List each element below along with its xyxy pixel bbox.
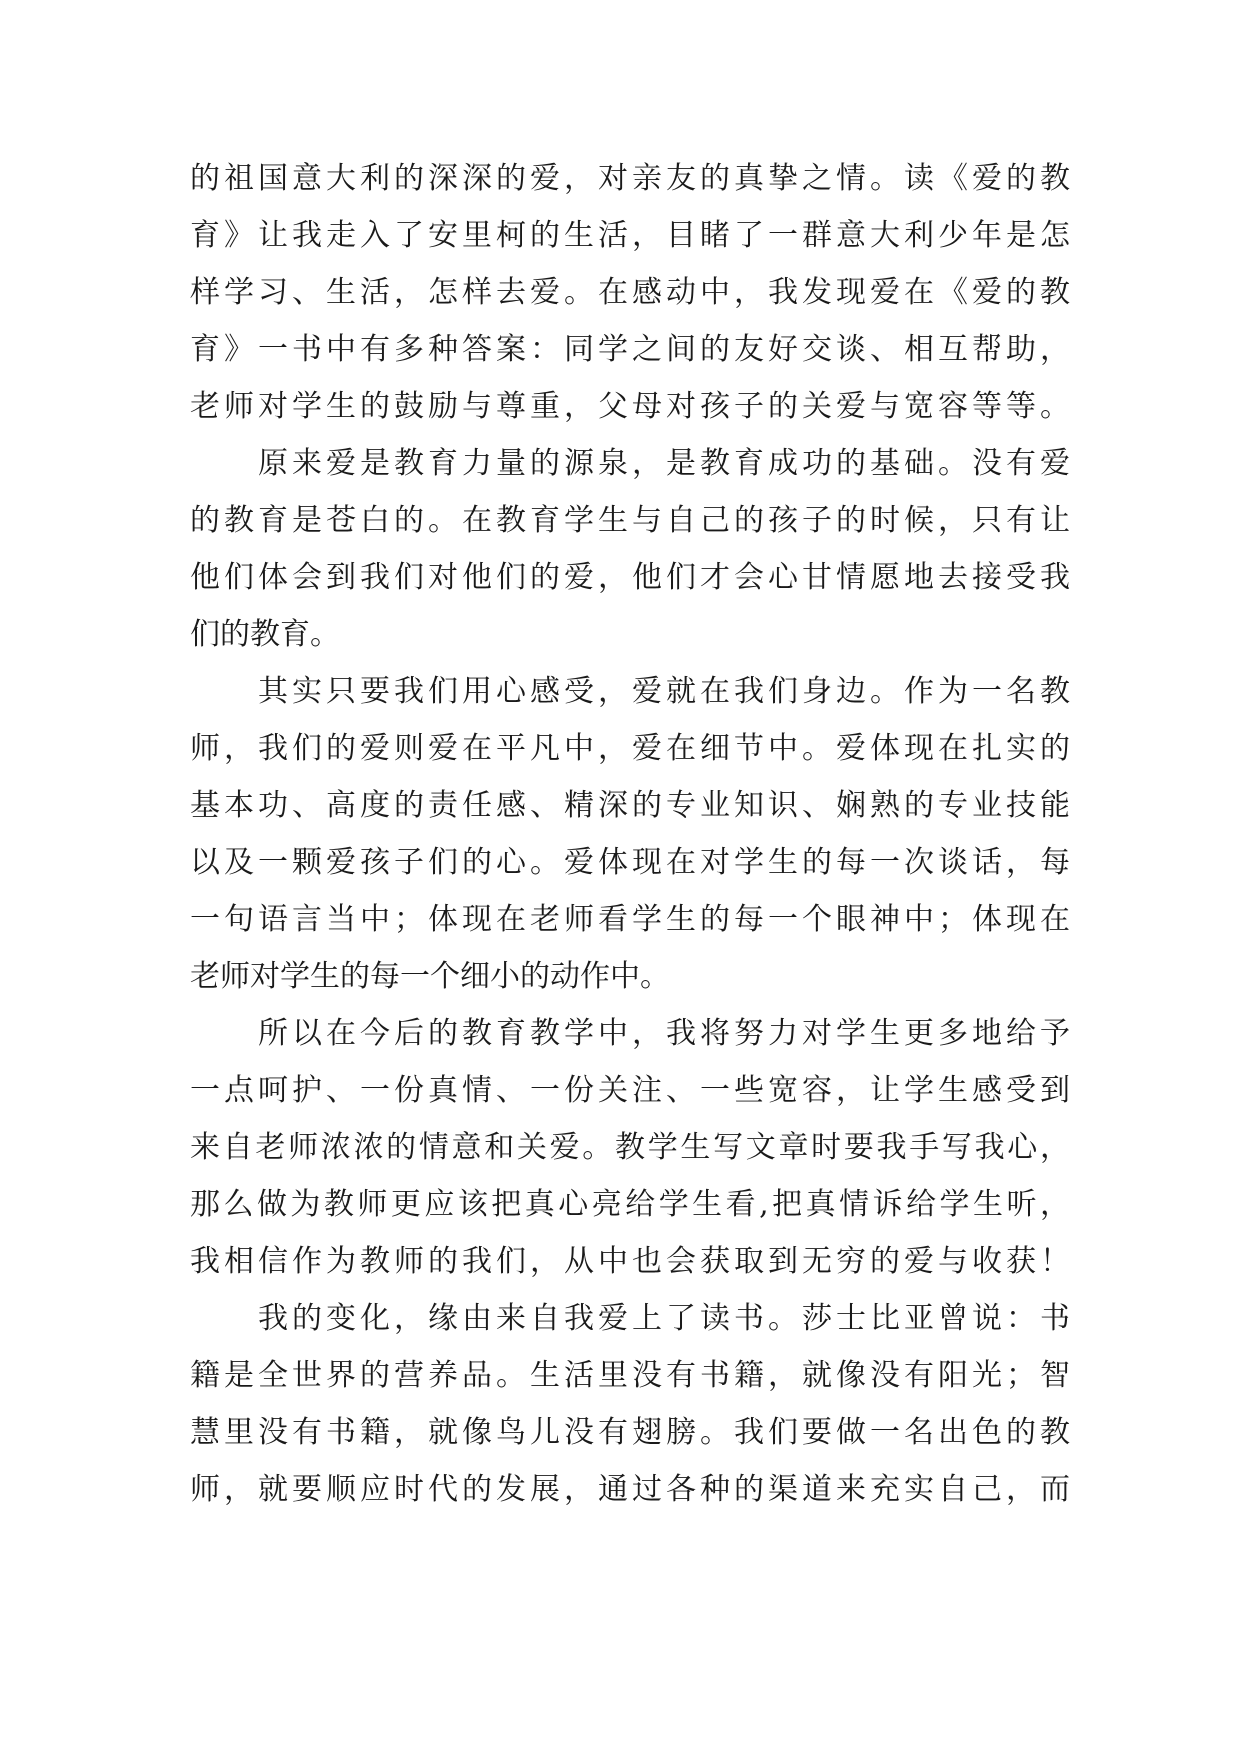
text-line: 以及一颗爱孩子们的心。爱体现在对学生的每一次谈话，每: [190, 845, 1070, 880]
text-line: 育》一书中有多种答案：同学之间的友好交谈、相互帮助，: [190, 332, 1070, 367]
text-line: 慧里没有书籍，就像鸟儿没有翅膀。我们要做一名出色的教: [190, 1415, 1070, 1450]
text-line: 样学习、生活，怎样去爱。在感动中，我发现爱在《爱的教: [190, 275, 1070, 310]
paragraph-2: [190, 435, 1070, 663]
text-line: 的祖国意大利的深深的爱，对亲友的真挚之情。读《爱的教: [190, 161, 1070, 196]
text-line: 基本功、高度的责任感、精深的专业知识、娴熟的专业技能: [190, 788, 1070, 823]
text-line: 一句语言当中；体现在老师看学生的每一个眼神中；体现在: [190, 902, 1070, 937]
text-line: 老师对学生的鼓励与尊重，父母对孩子的关爱与宽容等等。: [190, 389, 1070, 424]
text-line: 其实只要我们用心感受，爱就在我们身边。作为一名教: [258, 674, 1070, 709]
text-line: 原来爱是教育力量的源泉，是教育成功的基础。没有爱: [258, 446, 1070, 481]
text-line: 师，我们的爱则爱在平凡中，爱在细节中。爱体现在扎实的: [190, 731, 1070, 766]
text-line: 来自老师浓浓的情意和关爱。教学生写文章时要我手写我心，: [190, 1130, 1070, 1165]
text-line: 师，就要顺应时代的发展，通过各种的渠道来充实自己，而: [190, 1472, 1070, 1507]
text-line: 我的变化，缘由来自我爱上了读书。莎士比亚曾说：书: [258, 1301, 1070, 1336]
paragraph-5: [190, 1290, 1070, 1518]
paragraph-1: [190, 150, 1070, 435]
text-line: 的教育是苍白的。在教育学生与自己的孩子的时候，只有让: [190, 503, 1070, 538]
text-line: 老师对学生的每一个细小的动作中。: [190, 959, 670, 994]
document-body: [190, 150, 1070, 1518]
text-line: 那么做为教师更应该把真心亮给学生看,把真情诉给学生听，: [190, 1187, 1070, 1222]
text-line: 他们体会到我们对他们的爱，他们才会心甘情愿地去接受我: [190, 560, 1070, 595]
text-line: 一点呵护、一份真情、一份关注、一些宽容，让学生感受到: [190, 1073, 1070, 1108]
text-line: 籍是全世界的营养品。生活里没有书籍，就像没有阳光；智: [190, 1358, 1070, 1393]
paragraph-4: [190, 1005, 1070, 1290]
text-line: 所以在今后的教育教学中，我将努力对学生更多地给予: [258, 1016, 1070, 1051]
text-line: 们的教育。: [190, 617, 340, 652]
text-line: 育》让我走入了安里柯的生活，目睹了一群意大利少年是怎: [190, 218, 1070, 253]
paragraph-3: [190, 663, 1070, 1005]
text-line: 我相信作为教师的我们，从中也会获取到无穷的爱与收获！: [190, 1244, 1070, 1279]
